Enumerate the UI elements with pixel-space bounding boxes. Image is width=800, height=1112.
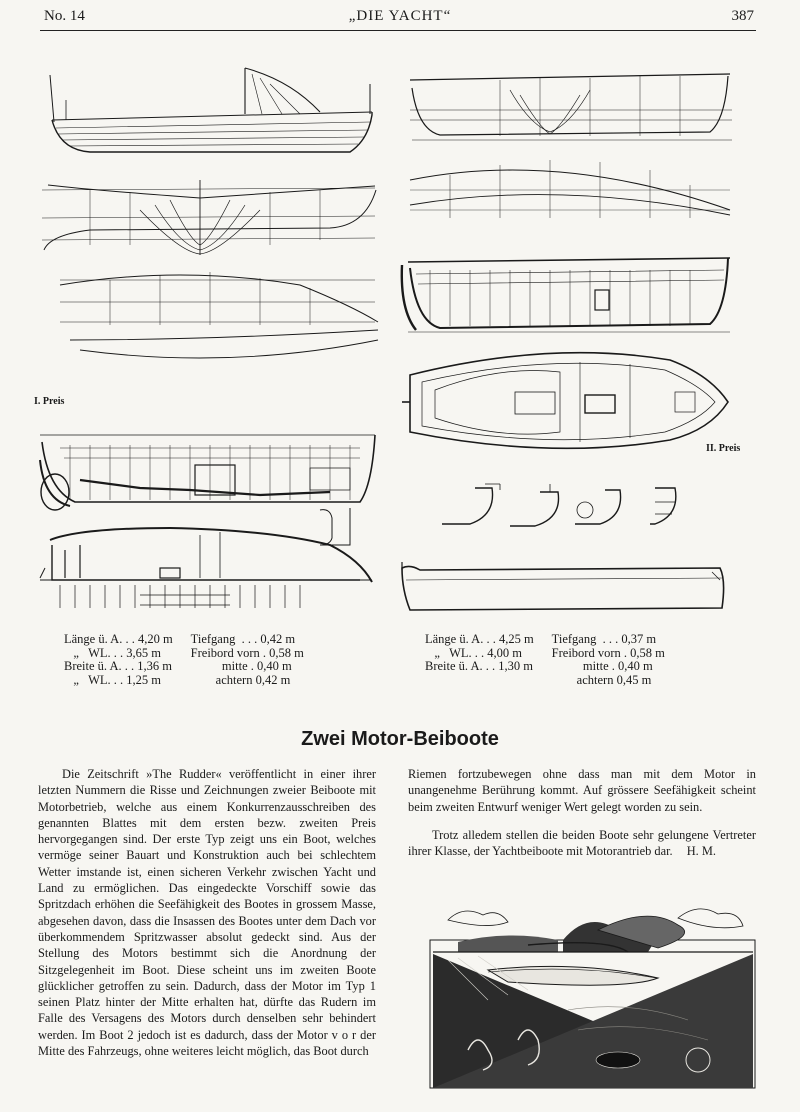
article-title: Zwei Motor-Beiboote xyxy=(301,728,499,750)
sea-illustration xyxy=(428,900,758,1090)
figure-label-second: II. Preis xyxy=(706,443,741,454)
spec-row: achtern 0,45 m xyxy=(551,672,652,687)
figure-label-first: I. Preis xyxy=(34,396,65,407)
second-boat-sections xyxy=(442,484,676,526)
spec-row: Länge ü. A. . . 4,25 m Tiefgang . . . 0,37 m xyxy=(425,632,657,646)
second-boat-profile-small xyxy=(402,562,724,610)
second-boat-top-view xyxy=(402,353,728,449)
page-number: 387 xyxy=(731,8,754,24)
article-paragraph: Trotz alledem stellen die beiden Boote sehr gelungene Vertreter ihrer Klasse, der Yachtbeiboote mit Motorantrieb dar. xyxy=(408,827,756,859)
article-paragraph: Die Zeitschrift »The Rudder« veröffentlicht in einer ihrer letzten Nummern die Risse und Zeichnungen zweier Beiboote mit Motorbetrieb, welche aus einem Konkurrenzausschreiben des genannten Blattes mit dem ersten bezw. zweiten Preis hervorgegangen sind. Der erste Typ zeigt uns ein Boot, welches vermöge seiner Bauart und Konstruktion auch bei schlechtem Wetter imstande ist, einen sicheren Verkehr zwischen Yacht und Land zu ermöglichen. Das eingedeckte Vorschiff sowie das Spritzdach erhöhen die Seefähigkeit des Bootes in grossem Masse, abgesehen davon, dass die Insassen des Bootes unter dem Dach vor überkommendem Spritzwasser absolut gedeckt sind. Aus der Stellung des Motors bestimmt sich die Anordnung der Sitzgelegenheit im Boot. Diese scheint uns im zweiten Boote glücklicher getroffen zu sein. Dadurch, dass der Motor im Typ 1 seinen Platz hinter der Mitte erhalten hat, dürfte das Rudern im Falle des Versagens des Motors durch denselben sehr behindert werden. Im Boot 2 jedoch ist es dadurch, dass der Motor v o r der Mitte des Fahrzeugs, ohne weiteres leicht möglich, das Boot durch xyxy=(38,767,376,1059)
second-boat-section xyxy=(402,258,730,332)
second-boat-profile xyxy=(410,74,732,140)
header-rule xyxy=(40,30,756,31)
issue-number: No. 14 xyxy=(44,8,85,24)
article-paragraph: Riemen fortzubewegen ohne dass man mit dem Motor in unangenehme Berührung kommt. Auf grössere Seefähigkeit scheint beim zweiten Entwurf weniger Wert gelegt worden zu sein. xyxy=(408,767,756,814)
first-boat-plan xyxy=(60,272,378,358)
first-boat-hood xyxy=(40,508,372,608)
spec-row: Breite ü. A. . . 1,30 m mitte . 0,40 m xyxy=(425,659,653,673)
author-signature: H. M. xyxy=(686,844,716,859)
specs-first-boat xyxy=(64,633,304,687)
specs-second-boat xyxy=(425,633,665,687)
spec-row: Breite ü. A. . . 1,36 m mitte . 0,40 m xyxy=(64,659,292,673)
second-boat-plan xyxy=(410,160,730,218)
boat-drawings xyxy=(30,40,770,620)
spec-row: „ WL. . . 3,65 m Freibord vorn . 0,58 m xyxy=(64,645,304,660)
spec-row: Länge ü. A. . . 4,20 m Tiefgang . . . 0,42 m xyxy=(64,632,296,646)
spec-row: „ WL. . . 1,25 m achtern 0,42 m xyxy=(64,672,291,687)
page-header xyxy=(0,6,800,30)
journal-title: „DIE YACHT“ xyxy=(348,8,452,24)
spec-row: „ WL. . . 4,00 m Freibord vorn . 0,58 m xyxy=(425,645,665,660)
first-boat-profile xyxy=(50,68,372,152)
article-column-right xyxy=(408,766,756,860)
article-column-left xyxy=(38,766,376,1059)
first-boat-lines xyxy=(42,180,376,255)
first-boat-section xyxy=(40,435,375,510)
